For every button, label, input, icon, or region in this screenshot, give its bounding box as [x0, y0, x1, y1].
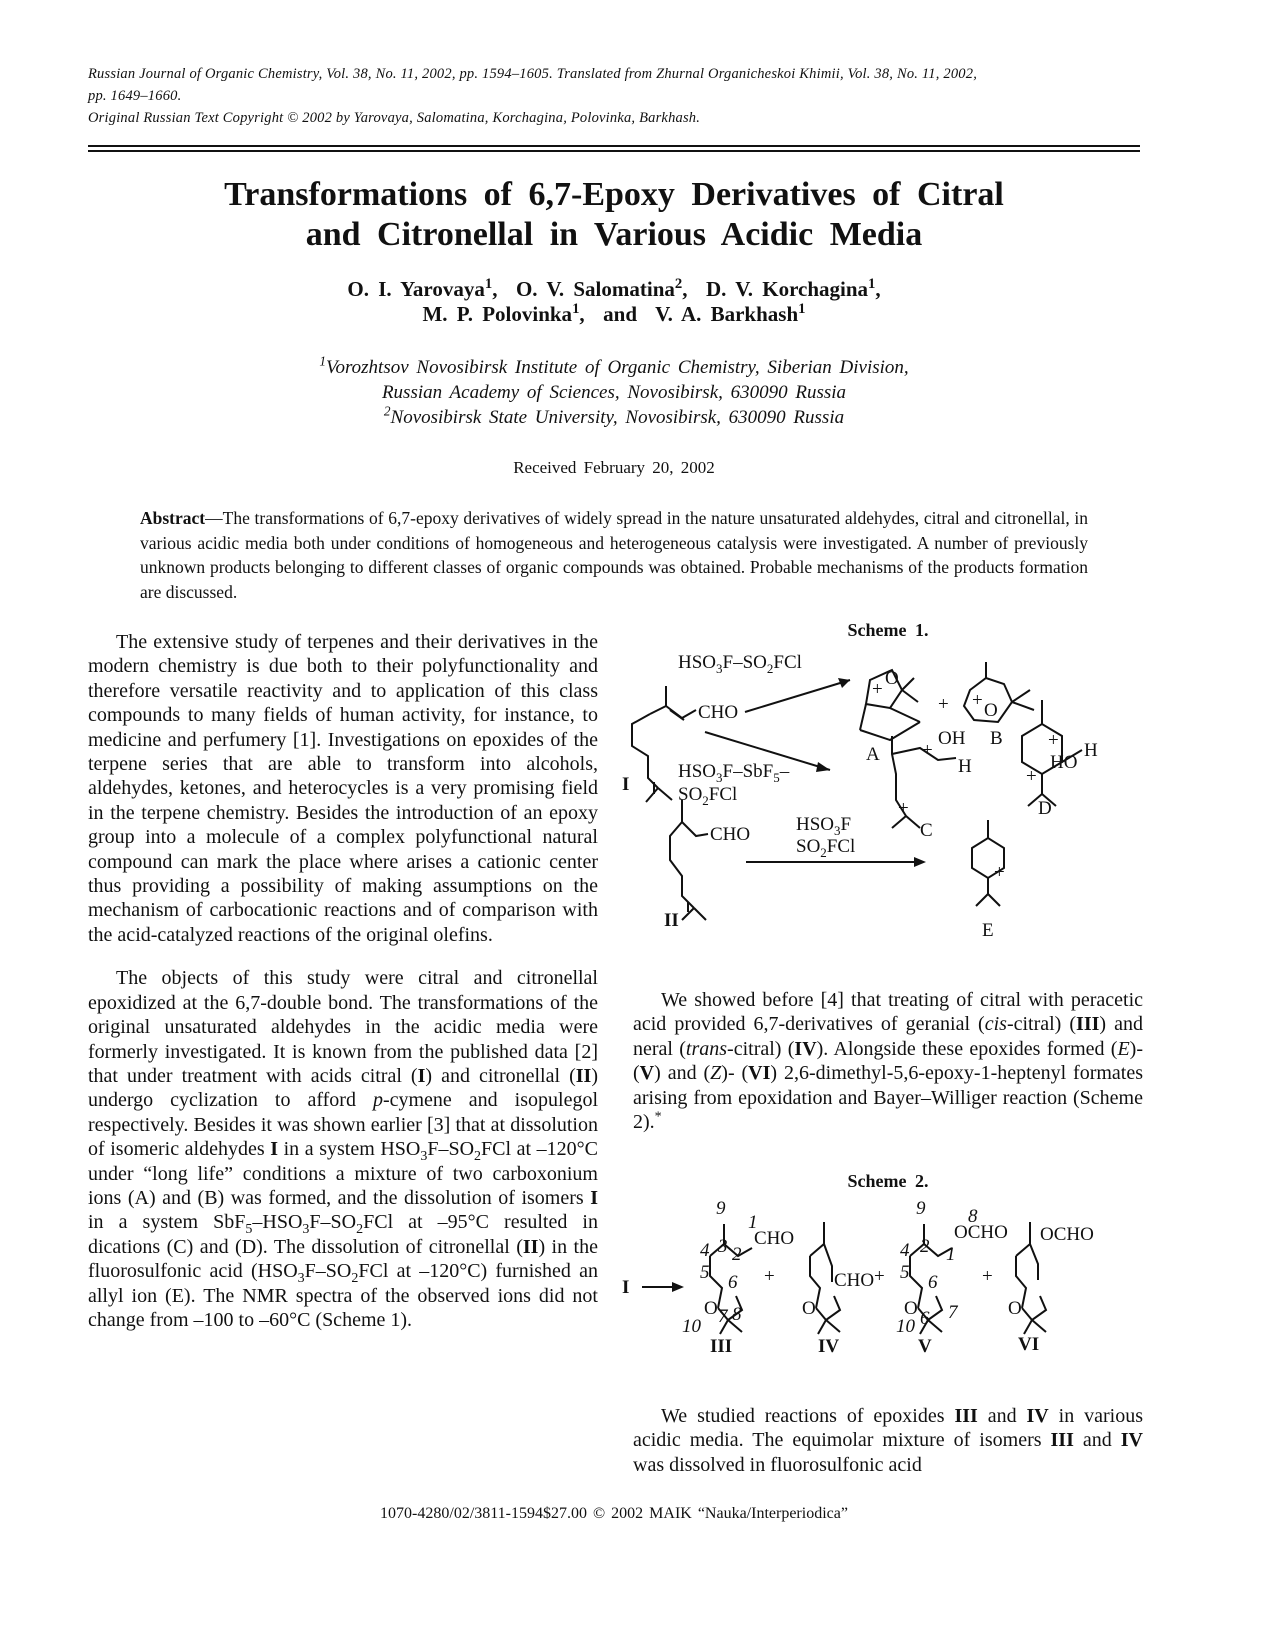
- III-oxygen: O: [704, 1298, 718, 1319]
- label-II: II: [664, 910, 679, 931]
- affiliation-1-mark: 1: [319, 353, 326, 369]
- scheme-2-title: Scheme 2.: [847, 1171, 929, 1191]
- author-list: O. I. Yarovaya$^1$, O. V. Salomatina$^2$, D. V. Korchagina$^1$, M. P. Polovinka$^1$, and V. A. Barkhash$^1$: [347, 276, 881, 326]
- label-VI: VI: [1018, 1334, 1040, 1355]
- label-I: I: [622, 774, 630, 795]
- VI-ocho: OCHO: [1040, 1224, 1094, 1245]
- reagent-bottom-1: $HSO_3F$: [796, 814, 852, 838]
- scheme1-cho-I: CHO: [698, 702, 739, 723]
- dication-D-charge-1: +: [1048, 730, 1059, 751]
- V-num-9: 9: [916, 1198, 926, 1219]
- dication-C-charge-2: +: [898, 798, 909, 819]
- affiliation-1-line-2: Russian Academy of Sciences, Novosibirsk, 630090 Russia: [381, 382, 847, 403]
- III-cho: CHO: [754, 1228, 795, 1249]
- left-column: [88, 630, 598, 1332]
- reagent-mid-2: $SO_2FCl$: [678, 784, 738, 808]
- scheme1-cho-II: CHO: [710, 824, 751, 845]
- III-num-4: 4: [700, 1240, 710, 1261]
- VI-oxygen: O: [1008, 1298, 1022, 1319]
- dication-C-h: H: [958, 756, 972, 777]
- III-num-2: 2: [732, 1244, 742, 1265]
- ion-B-oxygen: O: [984, 700, 998, 721]
- label-V: V: [918, 1336, 932, 1357]
- author-and: and: [603, 302, 638, 326]
- label-A: A: [866, 744, 880, 765]
- label-E: E: [982, 920, 994, 941]
- affiliation-2-mark: 2: [383, 403, 391, 419]
- author-4-affil: 1: [572, 301, 580, 317]
- label-III: III: [710, 1336, 733, 1357]
- author-1-affil: 1: [484, 276, 493, 292]
- dication-D-h: H: [1084, 740, 1098, 761]
- scheme-2-figure: [620, 1200, 1140, 1360]
- author-2-affil: 2: [674, 276, 683, 292]
- ion-B-charge: +: [972, 690, 983, 711]
- header-rule-top: [88, 145, 1140, 147]
- V-num-10: 10: [896, 1316, 915, 1337]
- title-line-2: and Citronellal in Various Acidic Media: [305, 216, 923, 253]
- V-num-1: 1: [946, 1244, 956, 1265]
- copyright-footer: 1070-4280/02/3811-1594$27.00 © 2002 MAIK “Nauka/Interperiodica”: [380, 1505, 848, 1522]
- V-num-6b: 6: [920, 1308, 930, 1329]
- III-num-7: 7: [718, 1306, 728, 1327]
- author-3-affil: 1: [868, 276, 876, 292]
- arrow-top: [745, 680, 850, 712]
- label-IV: IV: [818, 1336, 840, 1357]
- IV-cho: CHO: [834, 1270, 875, 1291]
- V-num-7: 7: [948, 1302, 958, 1323]
- label-B: B: [990, 728, 1003, 749]
- reagent-top: $HSO_3F-SO_2FCl$: [678, 652, 802, 676]
- III-num-9: 9: [716, 1198, 726, 1219]
- plus-IV-V: +: [874, 1266, 885, 1287]
- paragraph-intro: The extensive study of terpenes and their derivatives in the modern chemistry is due both to their polyfunctionality and therefore versatile reactivity and to application of this class compounds to many fields of human activity, for instance, to medicine and perfumery [1]. Investigations on epoxides of the terpene series that are able to transform into alcohols, aldehydes, ketones, and heterocycles is a very promising field in the terpene chemistry. Besides the introduction of an epoxy group into a molecule of a complex polyfunctional natural compound can mark the place where arises a cationic center thus providing a possibility of making assumptions on the mechanism of carbocationic reactions and of comparison with the acid-catalyzed reactions of the original olefins.: [88, 631, 598, 946]
- III-num-5: 5: [700, 1262, 710, 1283]
- plus-III-IV: +: [764, 1266, 775, 1287]
- allyl-ion-E-charge: +: [994, 862, 1005, 883]
- header-line-2: pp. 1649–1660.: [88, 88, 182, 104]
- V-num-6: 6: [928, 1272, 938, 1293]
- paper-title: [88, 175, 1140, 255]
- V-num-8: 8: [968, 1206, 978, 1227]
- reagent-bottom-2: $SO_2FCl$: [796, 836, 856, 860]
- title-line-1: Transformations of 6,7-Epoxy Derivatives of Citral: [224, 176, 1004, 213]
- III-num-10: 10: [682, 1316, 701, 1337]
- reagent-mid-1: $HSO_3F-SbF_5-$: [678, 761, 790, 785]
- plus-A-B: +: [938, 694, 949, 715]
- paragraph-objects: The objects of this study were citral and citronellal epoxidized at the 6,7-double bond. The transformations of the original unsaturated aldehydes in the acidic media were formerly investigated. It is known from the published data [2] that under treatment with acids citral (I) and citronellal (II) undergo cyclization to afford p-cymene and isopulegol respectively. Besides it was shown earlier [3] that at dissolution of isomeric aldehydes I in a system $HSO_3F-SO_2FCl$ at –120°C under “long life” conditions a mixture of two carboxonium ions (A) and (B) was formed, and the dissolution of isomers I in a system $SbF_5-HSO_3F-SO_2FCl$ at –95°C resulted in dications (C) and (D). The dissolution of citronellal (II) in the fluorosulfonic acid ($HSO_3F-SO_2FCl$ at –120°C) furnished an allyl ion (E). The NMR spectra of the observed ions did not change from –100 to –60°C (Scheme 1).: [88, 967, 598, 1331]
- header-line-1: Russian Journal of Organic Chemistry, Vol. 38, No. 11, 2002, pp. 1594–1605. Translated from Zhurnal Organicheskoi Khimii, Vol. 38, No. 11, 2002,: [88, 66, 978, 82]
- V-oxygen: O: [904, 1298, 918, 1319]
- scheme2-label-I: I: [622, 1277, 630, 1298]
- ion-A-charge: +: [872, 679, 883, 700]
- abstract-label: Abstract: [140, 508, 206, 528]
- scheme-1-title: Scheme 1.: [847, 620, 929, 640]
- dication-D-charge-2: +: [1026, 766, 1037, 787]
- label-D: D: [1038, 798, 1052, 819]
- affiliation-2: Novosibirsk State University, Novosibirsk, 630090 Russia: [390, 407, 845, 428]
- abstract-text: —The transformations of 6,7-epoxy derivatives of widely spread in the nature unsaturated aldehydes, citral and citronellal, in various acidic media both under conditions of homogeneous and heterogeneous catalysis were investigated. A number of previously unknown products belonging to different classes of organic compounds was obtained. Probable mechanisms of the products formation are discussed.: [140, 508, 1088, 602]
- dication-D-ho: HO: [1050, 752, 1078, 773]
- header-line-3: Original Russian Text Copyright © 2002 by Yarovaya, Salomatina, Korchagina, Polovinka, Barkhash.: [88, 110, 701, 126]
- III-num-1: 1: [748, 1212, 758, 1233]
- header-rule-bottom: [88, 150, 1140, 152]
- author-3: D. V. Korchagina: [706, 277, 869, 301]
- paragraph-reactions: We studied reactions of epoxides III and IV in various acidic media. The equimolar mixture of isomers III and IV was dissolved in fluorosulfonic acid: [633, 1405, 1143, 1476]
- journal-header: [88, 63, 1188, 129]
- affiliation-1-line-1: Vorozhtsov Novosibirsk Institute of Organic Chemistry, Siberian Division,: [325, 357, 909, 378]
- IV-oxygen: O: [802, 1298, 816, 1319]
- author-4: M. P. Polovinka: [422, 302, 573, 326]
- V-num-2: 2: [920, 1236, 930, 1257]
- abstract: [140, 506, 1088, 604]
- compound-II-structure: [670, 800, 708, 920]
- V-num-4: 4: [900, 1240, 910, 1261]
- affiliations: [88, 355, 1140, 430]
- received-date: Received February 20, 2002: [513, 458, 715, 477]
- footnote-mark: *: [654, 1109, 662, 1125]
- V-ocho: OCHO: [954, 1222, 1008, 1243]
- dication-C-oh: OH: [938, 728, 966, 749]
- III-num-6: 6: [728, 1272, 738, 1293]
- author-5-affil: 1: [798, 301, 806, 317]
- III-num-3: 3: [718, 1236, 728, 1257]
- paragraph-epoxidation: We showed before [4] that treating of citral with peracetic acid provided 6,7-derivatives of geranial (cis-citral) (III) and neral (trans-citral) (IV). Alongside these epoxides formed (E)- (V) and (Z)- (VI) 2,6-dimethyl-5,6-epoxy-1-heptenyl formates arising from epoxidation and Bayer–Williger reaction (Scheme 2).*: [633, 989, 1144, 1134]
- author-2: O. V. Salomatina: [515, 277, 675, 301]
- III-num-8: 8: [732, 1304, 742, 1325]
- plus-V-VI: +: [982, 1266, 993, 1287]
- scheme-1-figure: [620, 650, 1140, 970]
- author-1: O. I. Yarovaya: [347, 277, 485, 301]
- V-num-5: 5: [900, 1262, 910, 1283]
- label-C: C: [920, 820, 933, 841]
- dication-C-charge-1: +: [922, 740, 933, 761]
- author-5: V. A. Barkhash: [655, 302, 799, 326]
- ion-A-oxygen: O: [885, 668, 899, 689]
